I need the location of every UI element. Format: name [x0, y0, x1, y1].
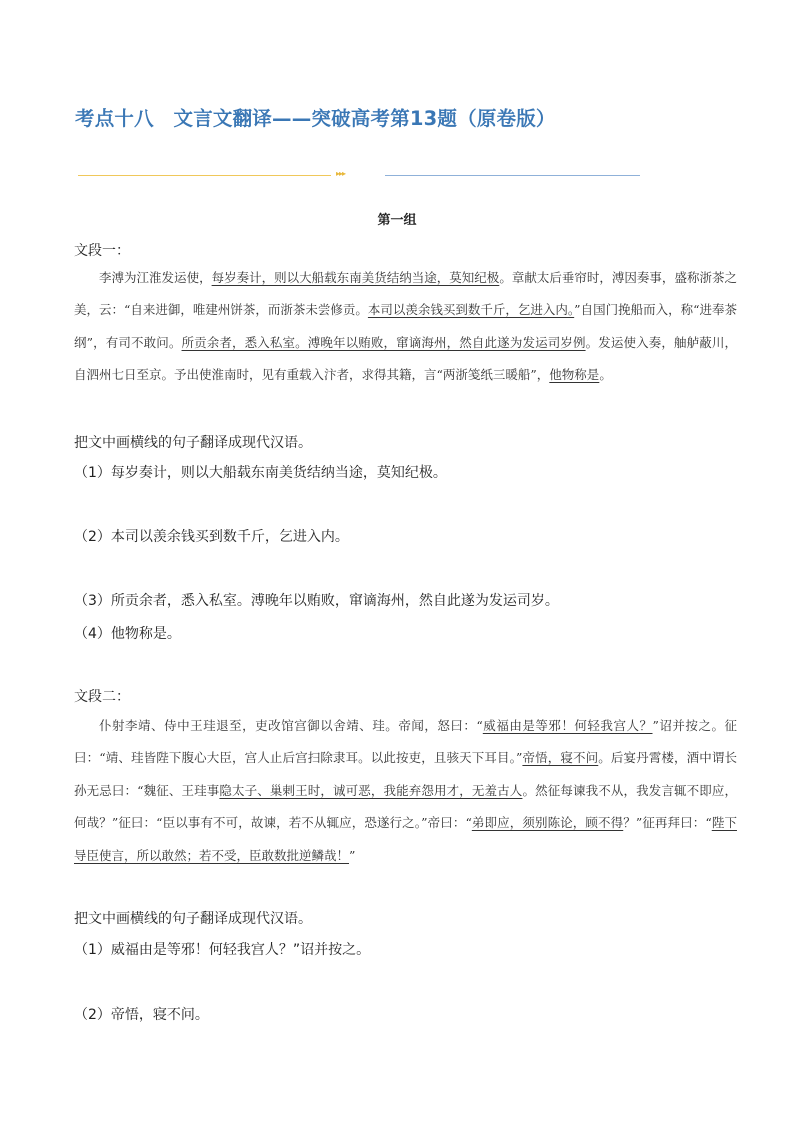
section1-question-3: （3）所贡余者，悉入私室。溥晚年以贿败，窜谪海州，然自此遂为发运司岁。 [74, 593, 559, 609]
section2-text-segment: ”诏并按之。征曰：“靖、珪皆陛下腹心大臣，宫人止后宫扫除隶耳。以此按吏，且骇天下耳目。” [74, 718, 737, 766]
title-divider [78, 169, 640, 180]
section2-underlined-sentence: 帝悟，寝不问 [522, 750, 599, 766]
section1-question-1: （1）每岁奏计，则以大船载东南美货结纳当途，莫知纪极。 [74, 465, 447, 481]
section1-passage [74, 262, 737, 392]
section2-underlined-sentence: 威福由是等邪！何轻我宫人？ [482, 718, 653, 733]
section1-text-segment: 李溥为江淮发运使， [99, 270, 212, 285]
section2-question-1: （1）威福由是等邪！何轻我宫人？”诏并按之。 [74, 942, 371, 958]
section2-text-segment: ？”征再拜曰：“ [623, 815, 712, 831]
divider-right-line [385, 175, 640, 176]
section2-underlined-sentence: 陛下导臣使言，所以敢然；若不受，臣敢数批逆鳞哉！ [74, 815, 737, 863]
section1-text-segment: 。 [599, 367, 612, 383]
section2-passage [74, 710, 737, 872]
section2-underlined-sentence: 弟即应，须别陈论，顾不得 [471, 815, 624, 831]
section2-question-2: （2）帝悟，寝不问。 [74, 1007, 209, 1023]
section1-text-segment: 。章献太后垂帘时，溥因奏事，盛称浙茶之美，云：“自来进御，唯建州饼茶，而浙茶未尝修贡。 [74, 270, 737, 318]
section1-question-2: （2）本司以羡余钱买到数千斤，乞进入内。 [74, 529, 349, 545]
section2-text-segment: 。后宴丹霄楼，酒中谓长孙无忌曰：“魏征、王珪事 [74, 750, 737, 798]
section2-text-segment: 。然征每谏我不从，我发言辄不即应，何哉？”征曰：“臣以事有不可，故谏，若不从辄应，恐遂行之。”帝曰：“ [74, 782, 737, 831]
section2-text-segment: ” [349, 847, 356, 863]
section1-label: 文段一： [74, 243, 130, 259]
section1-underlined-sentence: 他物称是 [549, 367, 600, 383]
section1-underlined-sentence: 所贡余者，悉入私室。溥晚年以贿败，窜谪海州，然自此遂为发运司岁例 [181, 334, 586, 350]
page-title: 考点十八 文言文翻译——突破高考第13题（原卷版） [75, 107, 556, 130]
section1-question-4: （4）他物称是。 [74, 626, 181, 642]
section2-instruction: 把文中画横线的句子翻译成现代汉语。 [74, 911, 312, 927]
section1-instruction: 把文中画横线的句子翻译成现代汉语。 [74, 435, 312, 451]
divider-left-line [78, 175, 331, 176]
section1-text-segment: 。发运使入奏，舳舻蔽川，自泗州七日至京。予出使淮南时，见有重载入汴者，求得其籍，言“两浙笺纸三暖船”， [74, 334, 737, 383]
section1-underlined-sentence: 每岁奏计，则以大船载东南美货结纳当途，莫知纪极 [211, 270, 500, 285]
group-title: 第一组 [377, 213, 417, 228]
section2-label: 文段二： [74, 689, 130, 705]
section1-underlined-sentence: 本司以羡余钱买到数千斤，乞进入内。 [367, 302, 575, 318]
section2-underlined-sentence: 隐太子、巢剌王时，诚可恶，我能弃怨用才，无羞古人 [219, 782, 523, 798]
section2-text-segment: 仆射李靖、侍中王珪退至，吏改馆宫御以舍靖、珪。帝闻，怒曰：“ [99, 718, 483, 733]
section1-text-segment: ”自国门挽船而入，称“进奉茶纲”，有司不敢问。 [74, 302, 737, 350]
divider-arrows-icon: ▸▸▸ [336, 169, 346, 178]
